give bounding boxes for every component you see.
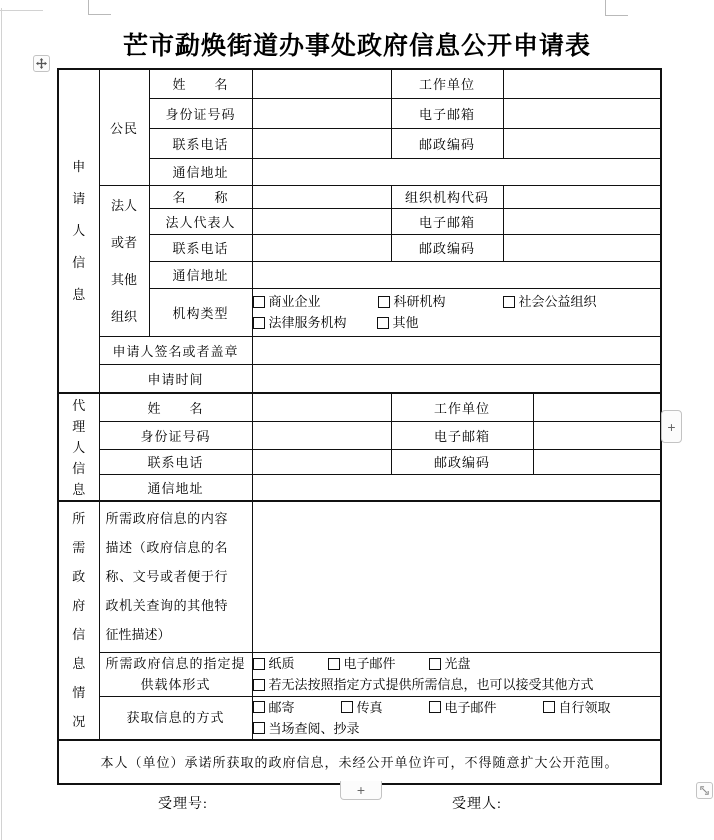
table-resize-handle[interactable]	[696, 782, 713, 799]
org-representative-input-cell[interactable]	[252, 208, 391, 234]
apply-time-label: 申请时间	[99, 364, 252, 393]
carrier-options-row1	[253, 653, 661, 674]
checkbox-option[interactable]	[253, 653, 295, 674]
agent-work-unit-input-cell[interactable]	[533, 393, 661, 421]
checkbox-label: 社会公益组织	[518, 294, 597, 309]
org-type-options-cell	[252, 288, 661, 336]
checkbox-option[interactable]	[429, 697, 497, 718]
citizen-phone-input-cell[interactable]	[252, 128, 391, 158]
acceptance-person-label: 受理人:	[452, 797, 502, 812]
checkbox-icon[interactable]	[429, 701, 441, 713]
carrier-options-row2	[253, 674, 661, 695]
checkbox-label: 光盘	[444, 656, 471, 671]
agent-name-label: 姓 名	[99, 393, 252, 421]
citizen-postal-label: 邮政编码	[391, 128, 503, 158]
apply-time-input-cell[interactable]	[252, 364, 661, 393]
add-column-button[interactable]	[661, 410, 682, 443]
checkbox-icon[interactable]	[377, 317, 389, 329]
citizen-name-input-cell[interactable]	[252, 69, 391, 98]
agent-name-input-cell[interactable]	[252, 393, 391, 421]
checkbox-option[interactable]	[341, 697, 383, 718]
org-name-input-cell[interactable]	[252, 185, 391, 208]
agent-postal-input-cell[interactable]	[533, 449, 661, 474]
citizen-address-input-cell[interactable]	[252, 158, 661, 185]
applicant-section-label: 申请人信息	[72, 159, 86, 302]
citizen-work-unit-input-cell[interactable]	[503, 69, 661, 98]
citizen-email-input-cell[interactable]	[503, 98, 661, 128]
content-description-label-cell	[99, 501, 252, 652]
org-phone-input-cell[interactable]	[252, 234, 391, 261]
checkbox-label: 邮寄	[268, 699, 295, 715]
checkbox-option[interactable]	[253, 718, 360, 739]
page-title: 芒市勐焕街道办事处政府信息公开申请表	[122, 33, 591, 60]
commitment-text: 本人（单位）承诺所获取的政府信息，未经公开单位许可，不得随意扩大公开范围。	[58, 740, 661, 784]
org-type-options-row1	[253, 291, 661, 312]
agent-section-label-cell	[58, 393, 99, 501]
checkbox-label: 传真	[356, 699, 383, 715]
org-postal-input-cell[interactable]	[503, 234, 661, 261]
checkbox-option[interactable]	[253, 291, 321, 312]
checkbox-icon[interactable]	[543, 701, 555, 713]
citizen-id-input-cell[interactable]	[252, 98, 391, 128]
citizen-postal-input-cell[interactable]	[503, 128, 661, 158]
checkbox-option[interactable]	[543, 697, 611, 718]
application-form-table	[57, 68, 662, 785]
org-address-label: 通信地址	[149, 261, 252, 288]
citizen-group-label-cell: 公民	[99, 69, 149, 185]
resize-diagonal-icon	[699, 785, 710, 796]
agent-section-label: 代理人信息	[72, 397, 86, 497]
checkbox-icon[interactable]	[253, 296, 265, 308]
obtain-options-row2	[253, 718, 661, 739]
obtain-options-row1	[253, 697, 661, 718]
agent-work-unit-label: 工作单位	[391, 393, 533, 421]
citizen-id-label: 身份证号码	[149, 98, 252, 128]
org-postal-label: 邮政编码	[391, 234, 503, 261]
org-address-input-cell[interactable]	[252, 261, 661, 288]
carrier-options-cell	[252, 652, 661, 696]
agent-email-input-cell[interactable]	[533, 421, 661, 449]
organization-group-label-cell	[99, 185, 149, 336]
checkbox-icon[interactable]	[503, 296, 515, 308]
checkbox-icon[interactable]	[253, 701, 265, 713]
checkbox-label: 当场查阅、抄录	[268, 720, 360, 736]
obtain-method-label-cell	[99, 696, 252, 740]
checkbox-option[interactable]	[253, 674, 594, 695]
checkbox-icon[interactable]	[253, 658, 265, 670]
checkbox-label: 纸质	[268, 656, 295, 671]
checkbox-option[interactable]	[328, 653, 396, 674]
organization-group-label: 法人或者其他组织	[110, 197, 137, 324]
checkbox-icon[interactable]	[253, 317, 265, 329]
carrier-form-label-cell	[99, 652, 252, 696]
margin-crop-mark-right	[605, 0, 628, 16]
page-top-edge	[0, 10, 43, 11]
checkbox-icon[interactable]	[253, 679, 265, 691]
org-code-label: 组织机构代码	[391, 185, 503, 208]
checkbox-label: 若无法按照指定方式提供所需信息，也可以接受其他方式	[268, 677, 594, 692]
applicant-section-label-cell	[58, 69, 99, 393]
org-name-label: 名 称	[149, 185, 252, 208]
checkbox-icon[interactable]	[341, 701, 353, 713]
obtain-options-cell	[252, 696, 661, 740]
agent-address-input-cell[interactable]	[252, 474, 661, 501]
checkbox-label: 科研机构	[393, 294, 446, 309]
checkbox-option[interactable]	[253, 312, 347, 333]
org-email-input-cell[interactable]	[503, 208, 661, 234]
checkbox-option[interactable]	[253, 697, 295, 718]
content-description-label: 所需政府信息的内容描述（政府信息的名称、文号或者便于行政机关查询的其他特征性描述）	[105, 511, 228, 643]
table-move-handle[interactable]	[33, 55, 50, 72]
org-type-label: 机构类型	[149, 288, 252, 336]
checkbox-label: 法律服务机构	[268, 315, 347, 330]
plus-icon: +	[667, 418, 676, 435]
agent-id-label: 身份证号码	[99, 421, 252, 449]
page-left-edge	[1, 8, 2, 840]
requested-info-section-label-cell	[58, 501, 99, 740]
agent-address-label: 通信地址	[99, 474, 252, 501]
checkbox-label: 其他	[392, 315, 419, 330]
citizen-work-unit-label: 工作单位	[391, 69, 503, 98]
agent-email-label: 电子邮箱	[391, 421, 533, 449]
org-type-options-row2	[253, 312, 661, 333]
obtain-method-label: 获取信息的方式	[126, 710, 225, 725]
carrier-form-label: 所需政府信息的指定提供载体形式	[105, 656, 246, 692]
checkbox-label: 电子邮件	[444, 699, 497, 715]
add-row-button[interactable]	[340, 781, 382, 800]
checkbox-icon[interactable]	[328, 658, 340, 670]
checkbox-icon[interactable]	[253, 722, 265, 734]
checkbox-option[interactable]	[377, 312, 419, 333]
applicant-signature-label: 申请人签名或者盖章	[99, 336, 252, 364]
org-email-label: 电子邮箱	[391, 208, 503, 234]
agent-phone-input-cell[interactable]	[252, 449, 391, 474]
org-representative-label: 法人代表人	[149, 208, 252, 234]
citizen-phone-label: 联系电话	[149, 128, 252, 158]
margin-crop-mark-left	[88, 0, 111, 15]
citizen-name-label: 姓 名	[149, 69, 252, 98]
applicant-signature-input-cell[interactable]	[252, 336, 661, 364]
checkbox-label: 自行领取	[558, 699, 611, 715]
move-icon	[36, 58, 47, 69]
checkbox-option[interactable]	[378, 291, 446, 312]
checkbox-icon[interactable]	[429, 658, 441, 670]
acceptance-number-label: 受理号:	[158, 797, 208, 812]
checkbox-label: 商业企业	[268, 294, 321, 309]
citizen-address-label: 通信地址	[149, 158, 252, 185]
org-phone-label: 联系电话	[149, 234, 252, 261]
requested-info-section-label: 所需政府信息情况	[72, 511, 86, 730]
checkbox-option[interactable]	[503, 291, 597, 312]
citizen-email-label: 电子邮箱	[391, 98, 503, 128]
org-code-input-cell[interactable]	[503, 185, 661, 208]
agent-postal-label: 邮政编码	[391, 449, 533, 474]
checkbox-option[interactable]	[429, 653, 471, 674]
plus-icon: +	[356, 782, 366, 798]
checkbox-icon[interactable]	[378, 296, 390, 308]
agent-phone-label: 联系电话	[99, 449, 252, 474]
checkbox-label: 电子邮件	[343, 656, 396, 671]
agent-id-input-cell[interactable]	[252, 421, 391, 449]
content-description-input-cell[interactable]	[252, 501, 661, 652]
